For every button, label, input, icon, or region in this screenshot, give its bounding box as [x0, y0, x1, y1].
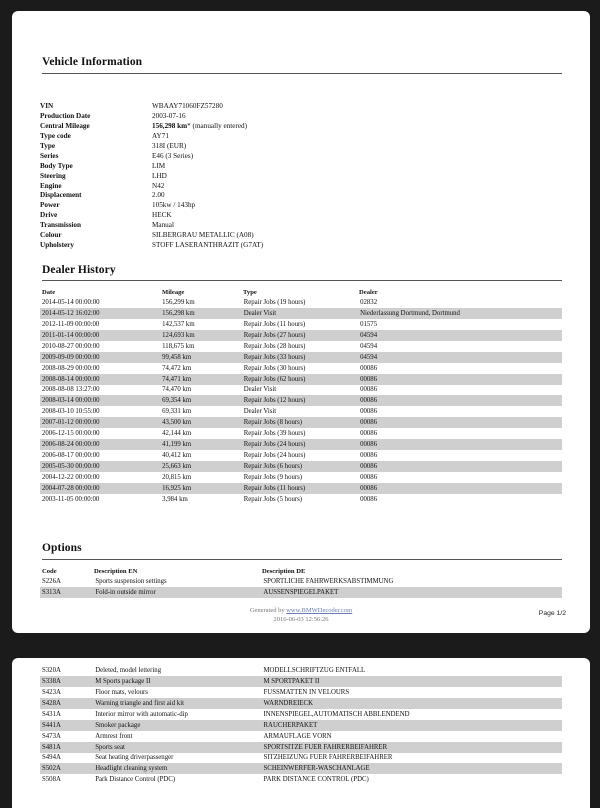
table-cell: 69,331 km	[162, 408, 192, 416]
vehicle-info-label: VIN	[40, 102, 54, 110]
table-cell: Repair Jobs (33 hours)	[242, 352, 358, 363]
table-cell: Deleted, model lettering	[95, 666, 162, 674]
table-cell: ARMAUFLAGE VORN	[263, 732, 332, 740]
table-cell: 00086	[360, 386, 378, 394]
vehicle-info-label: Power	[40, 201, 60, 210]
table-cell: AUSSENSPIEGELPAKET	[261, 587, 562, 598]
mileage-note: * (manually entered)	[187, 121, 248, 130]
vehicle-info-value: LHD	[152, 171, 167, 180]
vehicle-info-value: SILBERGRAU METALLIC (A08)	[152, 231, 254, 240]
table-cell: Repair Jobs (28 hours)	[243, 342, 306, 350]
document-page-2	[12, 658, 590, 808]
table-cell: 2003-11-05 00:00:00	[42, 495, 100, 503]
divider	[42, 73, 562, 74]
page-number: Page 1/2	[538, 610, 566, 617]
column-header: Description EN	[94, 568, 138, 575]
dealer-history-title: Dealer History	[42, 264, 116, 276]
vehicle-info-row	[40, 122, 263, 132]
table-cell: 00086	[360, 452, 378, 460]
table-cell: 2006-08-17 00:00:00	[42, 452, 100, 460]
table-cell: 2008-08-29 00:00:00	[42, 364, 100, 372]
vehicle-info-label: Central Mileage	[40, 121, 90, 130]
vehicle-info-row	[40, 221, 263, 231]
table-cell: 00086	[360, 408, 378, 416]
option-row	[40, 687, 562, 698]
vehicle-info-row	[40, 182, 263, 192]
document-page-1	[12, 11, 590, 633]
dealer-history-row	[40, 461, 562, 472]
table-cell: Warning triangle and first aid kit	[93, 698, 261, 709]
table-cell: Repair Jobs (24 hours)	[242, 439, 358, 450]
vehicle-info-value: WBAAY71060FZ57280	[152, 102, 223, 110]
table-cell: S441A	[40, 720, 93, 731]
options-table-continued	[40, 665, 562, 785]
mileage-value: 156,298 km	[152, 121, 188, 130]
vehicle-info-row	[40, 102, 263, 112]
option-row	[40, 665, 562, 676]
table-cell: M Sports package II	[93, 676, 261, 687]
table-cell: 00086	[360, 364, 378, 372]
dealer-history-row	[40, 428, 562, 439]
dealer-history-row	[40, 352, 562, 363]
table-cell: MODELLSCHRIFTZUG ENTFALL	[263, 666, 366, 674]
table-cell: 3,984 km	[162, 495, 188, 503]
table-cell: 142,537 km	[162, 320, 195, 328]
vehicle-info-value: AY71	[152, 131, 169, 140]
table-cell: 04594	[360, 342, 378, 350]
dealer-history-row	[40, 472, 562, 483]
table-cell: WARNDREIECK	[262, 698, 562, 709]
table-cell: Repair Jobs (39 hours)	[243, 430, 306, 438]
table-cell: 118,675 km	[162, 342, 195, 350]
table-cell: 156,299 km	[162, 298, 195, 306]
table-cell: Smoker package	[93, 720, 261, 731]
vehicle-info-label: Type	[40, 141, 56, 150]
dealer-history-row	[40, 330, 562, 341]
dealer-history-row	[40, 319, 562, 330]
column-header: Mileage	[162, 289, 185, 296]
column-header: Description DE	[262, 568, 306, 575]
options-title: Options	[42, 542, 82, 554]
table-cell: SCHEINWERFER-WASCHANLAGE	[262, 763, 562, 774]
vehicle-info-value: LIM	[152, 161, 166, 170]
column-header: Code	[42, 568, 57, 575]
vehicle-info-value: Manual	[152, 221, 174, 230]
option-row	[40, 576, 562, 587]
table-cell: Dealer Visit	[243, 386, 277, 394]
table-cell: Repair Jobs (9 hours)	[243, 473, 303, 481]
table-cell: 74,471 km	[160, 374, 242, 385]
table-cell: 20,815 km	[162, 473, 192, 481]
vehicle-info-row	[40, 191, 263, 201]
table-cell: Headlight cleaning system	[93, 763, 261, 774]
table-cell: S313A	[40, 587, 93, 598]
vehicle-info-label: Drive	[40, 211, 58, 220]
table-cell: 2014-05-14 00:00:00	[42, 298, 100, 306]
vehicle-info-row	[40, 162, 263, 172]
table-cell: 2012-11-09 00:00:00	[42, 320, 100, 328]
option-row	[40, 720, 562, 731]
table-cell: Sports suspension settings	[95, 577, 167, 585]
vehicle-info-label: Series	[40, 151, 59, 160]
divider	[42, 280, 562, 281]
table-cell: S338A	[40, 676, 93, 687]
table-cell: Repair Jobs (27 hours)	[242, 330, 358, 341]
table-cell: 2007-01-12 00:00:00	[40, 417, 160, 428]
table-cell: S481A	[40, 742, 93, 753]
table-cell: 00086	[360, 430, 378, 438]
vehicle-info-row	[40, 112, 263, 122]
option-row	[40, 698, 562, 709]
table-cell: 2011-01-14 00:00:00	[40, 330, 160, 341]
table-cell: SPORTSITZE FUER FAHRERBEIFAHRER	[262, 742, 562, 753]
table-cell: 69,354 km	[160, 395, 242, 406]
table-cell: 00086	[358, 461, 562, 472]
dealer-history-row	[40, 308, 562, 319]
dealer-history-row	[40, 341, 562, 352]
table-cell: 00086	[358, 374, 562, 385]
dealer-history-row	[40, 406, 562, 417]
table-cell: S428A	[40, 698, 93, 709]
vehicle-info-value	[152, 122, 247, 132]
dealer-history-row	[40, 483, 562, 494]
table-cell: 00086	[360, 473, 378, 481]
table-cell: S508A	[42, 776, 61, 784]
generated-by-label: Generated by	[249, 607, 285, 614]
table-cell: M SPORTPAKET II	[262, 676, 562, 687]
table-cell: S494A	[42, 754, 61, 762]
table-cell: 04594	[358, 330, 562, 341]
table-cell: Dealer Visit	[243, 408, 277, 416]
table-cell: S431A	[42, 710, 61, 718]
vehicle-info-label: Type code	[40, 131, 71, 140]
table-cell: Repair Jobs (11 hours)	[243, 320, 306, 328]
table-cell: Floor mats, velours	[95, 688, 148, 696]
dealer-history-row	[40, 417, 562, 428]
dealer-history-table	[40, 297, 562, 505]
option-row	[40, 763, 562, 774]
vehicle-info-row	[40, 142, 263, 152]
table-cell: 99,458 km	[160, 352, 242, 363]
table-cell: 01575	[360, 320, 378, 328]
table-cell: 2009-09-09 00:00:00	[40, 352, 160, 363]
vehicle-info-row	[40, 201, 263, 211]
vehicle-info-label: Transmission	[40, 221, 82, 230]
table-cell: 2010-08-27 00:00:00	[42, 342, 100, 350]
table-cell: 124,693 km	[160, 330, 242, 341]
vehicle-info-row	[40, 231, 263, 241]
option-row	[40, 742, 562, 753]
table-cell: 25,663 km	[160, 461, 242, 472]
dealer-history-row	[40, 385, 562, 396]
dealer-history-row	[40, 450, 562, 461]
dealer-history-row	[40, 363, 562, 374]
vehicle-info-row	[40, 152, 263, 162]
vehicle-info-value: N42	[152, 181, 165, 190]
table-cell: 00086	[358, 395, 562, 406]
vehicle-info-row	[40, 241, 263, 251]
table-cell: 2004-12-22 00:00:00	[42, 473, 100, 481]
table-cell: S502A	[40, 763, 93, 774]
table-cell: S320A	[42, 666, 61, 674]
table-cell: Repair Jobs (30 hours)	[243, 364, 306, 372]
vehicle-info-value: 105kw / 143hp	[152, 201, 196, 210]
table-cell: Repair Jobs (8 hours)	[242, 417, 358, 428]
table-cell: 04594	[358, 352, 562, 363]
table-cell: 43,500 km	[160, 417, 242, 428]
table-cell: S423A	[42, 688, 61, 696]
table-cell: 156,298 km	[160, 308, 242, 319]
table-cell: 02832	[360, 298, 378, 306]
vehicle-info-value: STOFF LASERANTHRAZIT (G7AT)	[152, 241, 264, 250]
vehicle-info-row	[40, 132, 263, 142]
column-header: Dealer	[359, 289, 378, 296]
option-row	[40, 753, 562, 764]
vehicle-info-row	[40, 172, 263, 182]
table-cell: S473A	[42, 732, 61, 740]
options-table	[40, 576, 562, 598]
vehicle-info-title: Vehicle Information	[42, 56, 143, 68]
vehicle-info-label: Colour	[40, 231, 62, 240]
table-cell: SPORTLICHE FAHRWERKSABSTIMMUNG	[263, 577, 394, 585]
table-cell: Repair Jobs (12 hours)	[242, 395, 358, 406]
vehicle-info-label: Body Type	[40, 161, 73, 170]
table-cell: Fold-in outside mirror	[93, 587, 261, 598]
column-header: Date	[42, 289, 56, 296]
table-cell: S226A	[42, 577, 61, 585]
table-cell: INNENSPIEGEL,AUTOMATISCH ABBLENDEND	[263, 710, 410, 718]
table-cell: Armrest front	[95, 732, 133, 740]
dealer-history-row	[40, 494, 562, 505]
table-cell: 2008-03-14 00:00:00	[40, 395, 160, 406]
table-cell: RAUCHERPAKET	[262, 720, 562, 731]
dealer-history-row	[40, 439, 562, 450]
dealer-history-row	[40, 395, 562, 406]
table-cell: 2004-07-28 00:00:00	[40, 483, 160, 494]
table-cell: 2006-08-24 00:00:00	[40, 439, 160, 450]
vehicle-info-label: Upholstery	[40, 241, 74, 250]
table-cell: 00086	[358, 439, 562, 450]
table-cell: 41,199 km	[160, 439, 242, 450]
table-cell: Niederlassung Dortmund, Dortmund	[358, 308, 562, 319]
table-cell: Interior mirror with automatic-dip	[95, 710, 188, 718]
table-cell: Repair Jobs (5 hours)	[243, 495, 303, 503]
table-cell: SITZHEIZUNG FUER FAHRERBEIFAHRER	[263, 754, 393, 762]
table-cell: 16,925 km	[160, 483, 242, 494]
table-cell: Repair Jobs (6 hours)	[242, 461, 358, 472]
vehicle-info-list	[40, 102, 263, 251]
table-cell: 2006-12-15 00:00:00	[42, 430, 100, 438]
divider	[42, 559, 562, 560]
table-cell: PARK DISTANCE CONTROL (PDC)	[263, 776, 369, 784]
table-cell: Repair Jobs (19 hours)	[243, 298, 306, 306]
table-cell: 2008-03-10 10:55:00	[42, 408, 100, 416]
generated-timestamp: 2016-06-03 12:56:26	[273, 616, 329, 623]
table-cell: 00086	[358, 417, 562, 428]
table-cell: Repair Jobs (24 hours)	[243, 452, 306, 460]
table-cell: 00086	[360, 495, 378, 503]
table-cell: Dealer Visit	[242, 308, 358, 319]
option-row	[40, 774, 562, 785]
vehicle-info-value: E46 (3 Series)	[152, 151, 194, 160]
table-cell: FUSSMATTEN IN VELOURS	[263, 688, 350, 696]
table-cell: Repair Jobs (11 hours)	[242, 483, 358, 494]
table-cell: Repair Jobs (62 hours)	[242, 374, 358, 385]
vehicle-info-value: 2.00	[152, 191, 165, 200]
vehicle-info-label: Steering	[40, 171, 66, 180]
table-cell: 74,470 km	[162, 386, 192, 394]
vehicle-info-label: Engine	[40, 181, 62, 190]
dealer-history-row	[40, 374, 562, 385]
table-cell: 2008-08-08 13:27:00	[42, 386, 100, 394]
option-row	[40, 731, 562, 742]
bmwdecoder-link[interactable]: www.BMWDecoder.com	[286, 607, 353, 614]
table-cell: 2008-08-14 00:00:00	[40, 374, 160, 385]
vehicle-info-label: Displacement	[40, 191, 82, 200]
table-cell: Sports seat	[93, 742, 261, 753]
table-cell: 42,144 km	[162, 430, 192, 438]
option-row	[40, 587, 562, 598]
option-row	[40, 676, 562, 687]
vehicle-info-value: 2003-07-16	[152, 111, 186, 120]
table-cell: Seat heating driverpassenger	[95, 754, 174, 762]
column-header: Type	[243, 289, 257, 296]
vehicle-info-row	[40, 211, 263, 221]
table-cell: 40,412 km	[162, 452, 192, 460]
vehicle-info-label: Production Date	[40, 111, 91, 120]
table-cell: 00086	[358, 483, 562, 494]
table-cell: 74,472 km	[162, 364, 192, 372]
vehicle-info-value: HECK	[152, 211, 172, 220]
table-cell: 2014-05-12 16:02:00	[40, 308, 160, 319]
vehicle-info-value: 318I (EUR)	[152, 141, 187, 150]
table-cell: Park Distance Control (PDC)	[95, 776, 176, 784]
table-cell: 2005-05-30 00:00:00	[40, 461, 160, 472]
option-row	[40, 709, 562, 720]
footer	[12, 606, 590, 624]
dealer-history-row	[40, 297, 562, 308]
